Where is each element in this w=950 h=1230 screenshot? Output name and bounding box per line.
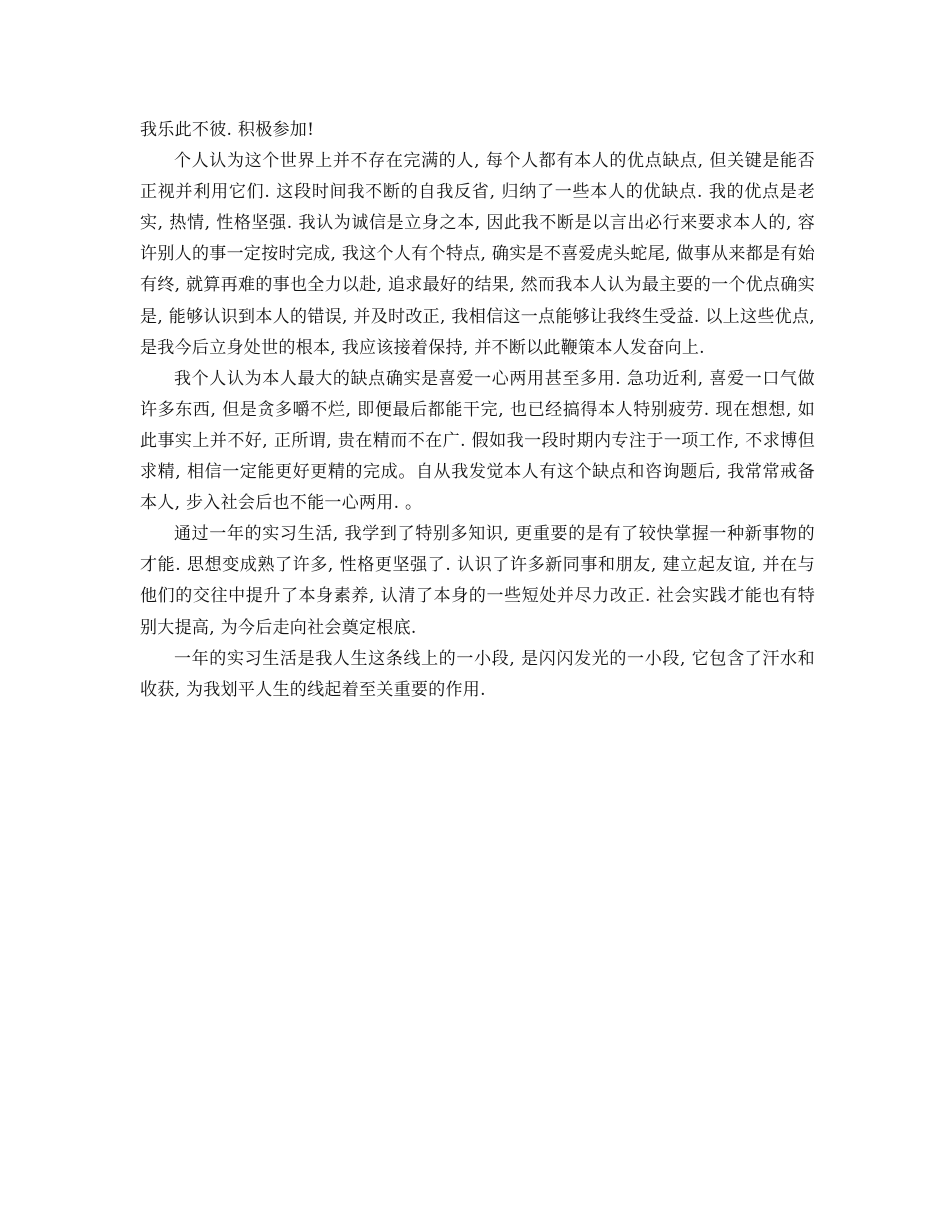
paragraph-gains: 通过一年的实习生活, 我学到了特别多知识, 更重要的是有了较快掌握一种新事物的才能. 思想变成熟了许多, 性格更坚强了. 认识了许多新同事和朋友, 建立起友谊, 并在与他们的交往中提升了本身素养, 认清了本身的一些短处并尽力改正. 社会实践才能也有特别大提高, 为今后走向社会奠定根底. [140,524,815,638]
paragraph-weaknesses: 我个人认为本人最大的缺点确实是喜爱一心两用甚至多用. 急功近利, 喜爱一口气做许多东西, 但是贪多嚼不烂, 即便最后都能干完, 也已经搞得本人特别疲劳. 现在想想, 如此事实上并不好, 正所谓, 贵在精而不在广. 假如我一段时期内专注于一项工作, 不求博但求精, 相信一定能更好更精的完成。自从我发觉本人有这个缺点和咨询题后, 我常常戒备本人, 步入社会后也不能一心两用. 。 [140,368,815,514]
paragraph-strengths: 个人认为这个世界上并不存在完满的人, 每个人都有本人的优点缺点, 但关键是能否正视并利用它们. 这段时间我不断的自我反省, 归纳了一些本人的优缺点. 我的优点是老实, 热情, 性格坚强. 我认为诚信是立身之本, 因此我不断是以言出必行来要求本人的, 容许别人的事一定按时完成, 我这个人有个特点, 确实是不喜爱虎头蛇尾, 做事从来都是有始有终, 就算再难的事也全力以赴, 追求最好的结果, 然而我本人认为最主要的一个优点确实是, 能够认识到本人的错误, 并及时改正, 我相信这一点能够让我终生受益. 以上这些优点, 是我今后立身处世的根本, 我应该接着保持, 并不断以此鞭策本人发奋向上. [140,151,815,358]
paragraph-continuation: 我乐此不彼. 积极参加! [140,120,315,140]
paragraph-conclusion: 一年的实习生活是我人生这条线上的一小段, 是闪闪发光的一小段, 它包含了汗水和收获, 为我划平人生的线起着至关重要的作用. [140,648,815,700]
document-body [140,115,815,706]
